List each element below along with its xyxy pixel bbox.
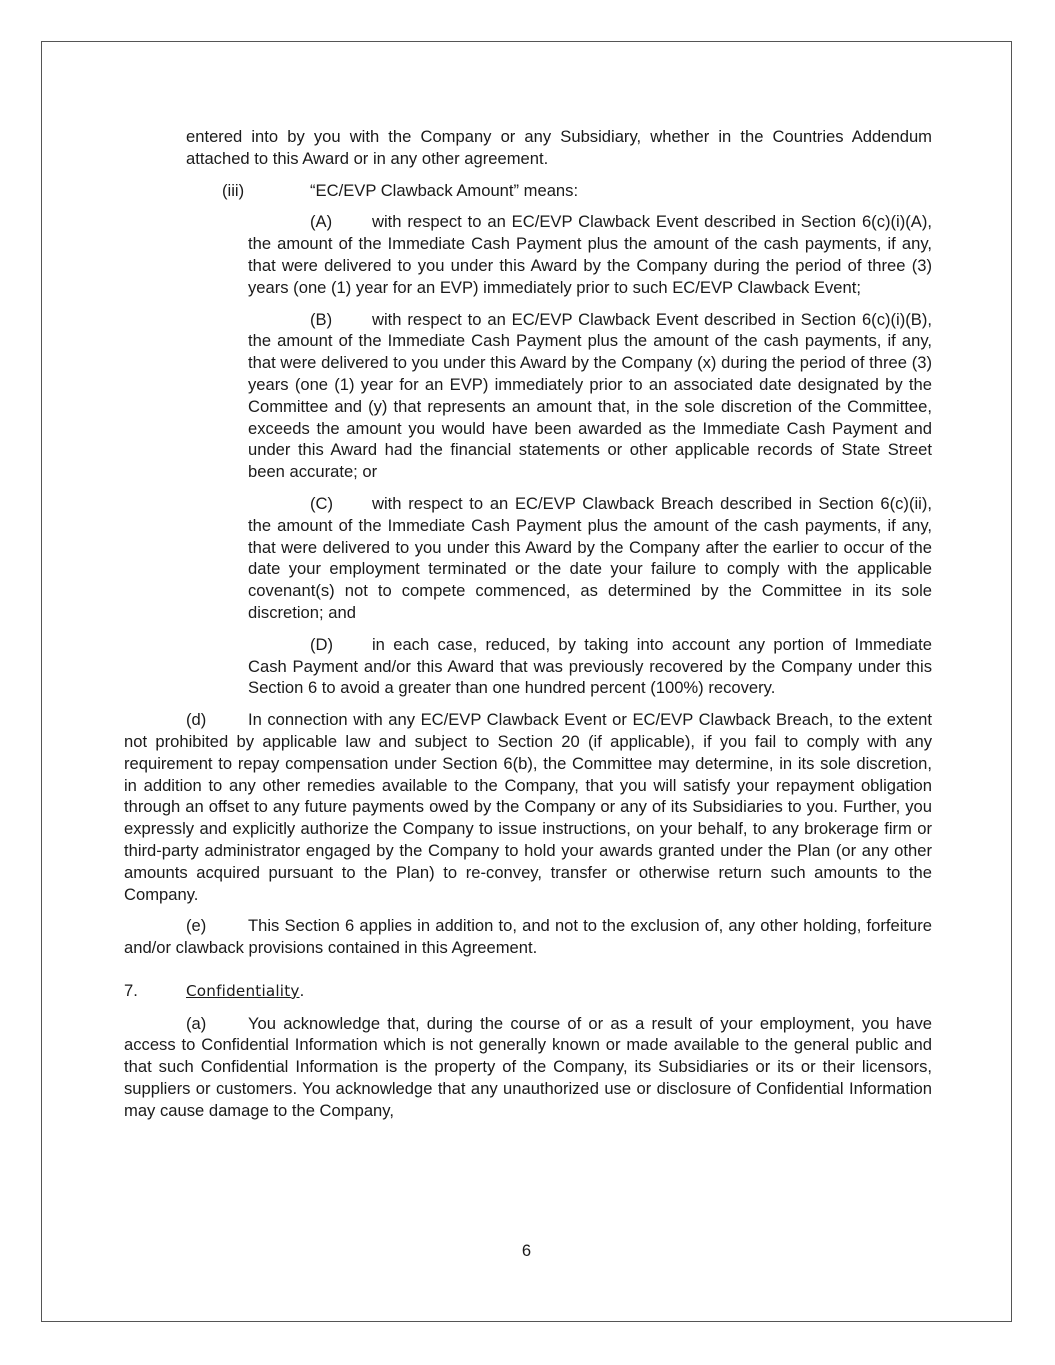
paragraph-e bbox=[124, 915, 932, 959]
item-text: with respect to an EC/EVP Clawback Event described in Section 6(c)(i)(B), the amount of the Immediate Cash Payment plus the amount of the cash payments, if any, that were delivered to you under this Award by the Company (x) during the period of three (3) years (one (1) year for an EVP) immediately prior to an associated date designated by the Committee and (y) that represents an amount that, in the sole discretion of the Committee, exceeds the amount you would have been awarded as the Immediate Cash Payment and under this Award had the financial statements or other applicable records of State Street been accurate; or bbox=[248, 309, 932, 482]
page-content bbox=[124, 126, 932, 1122]
section-7-heading bbox=[124, 980, 932, 1003]
item-label: (C) bbox=[310, 493, 334, 513]
section-number: 7. bbox=[124, 980, 138, 1000]
section-title-period: . bbox=[299, 980, 305, 1000]
paragraph-label: (a) bbox=[186, 1013, 207, 1033]
item-label: (B) bbox=[310, 309, 333, 329]
continuation-paragraph: entered into by you with the Company or any Subsidiary, whether in the Countries Addendum attached to this Award or in any other agreement. bbox=[186, 127, 932, 168]
item-label: (A) bbox=[310, 212, 333, 232]
paragraph-text: In connection with any EC/EVP Clawback Event or EC/EVP Clawback Breach, to the extent not prohibited by applicable law and subject to Section 20 (if applicable), if you fail to comply with any requirement to repay compensation under Section 6(b), the Committee may determine, in its sole discretion, in addition to any other remedies available to the Company, that you will satisfy your repayment obligation through an offset to any future payments owed by the Company or any of its Subsidiaries to you. Further, you expressly and explicitly authorize the Company to issue instructions, on your behalf, to any brokerage firm or third-party administrator engaged by the Company to hold your awards granted under the Plan (or any other amounts acquired pursuant to the Plan) to re-convey, transfer or otherwise return such amounts to the Company. bbox=[124, 710, 932, 904]
section-title: Confidentiality bbox=[186, 981, 300, 1000]
definition-heading-text: “EC/EVP Clawback Amount” means: bbox=[310, 180, 579, 200]
item-label: (D) bbox=[310, 634, 334, 654]
paragraph-d bbox=[124, 709, 932, 905]
paragraph-text: This Section 6 applies in addition to, and not to the exclusion of, any other holding, forfeiture and/or clawback provisions contained in this Agreement. bbox=[124, 916, 932, 958]
definition-item-b bbox=[248, 309, 932, 483]
section-7-paragraph-a bbox=[124, 1013, 932, 1122]
page-number: 6 bbox=[521, 1241, 532, 1260]
definition-item-c bbox=[248, 493, 932, 624]
paragraph-label: (e) bbox=[186, 916, 207, 936]
definition-item-a bbox=[248, 211, 932, 298]
paragraph-label: (d) bbox=[186, 710, 207, 730]
definition-heading bbox=[222, 180, 932, 202]
document-page bbox=[41, 41, 1012, 1322]
definition-number: (iii) bbox=[222, 180, 245, 200]
item-text: in each case, reduced, by taking into account any portion of Immediate Cash Payment and/or this Award that was previously recovered by the Company under this Section 6 to avoid a greater than one hundred percent (100%) recovery. bbox=[248, 634, 932, 698]
item-text: with respect to an EC/EVP Clawback Event described in Section 6(c)(i)(A), the amount of the Immediate Cash Payment plus the amount of the cash payments, if any, that were delivered to you under this Award by the Company during the period of three (3) years (one (1) year for an EVP) immediately prior to such EC/EVP Clawback Event; bbox=[248, 212, 932, 297]
item-text: with respect to an EC/EVP Clawback Breach described in Section 6(c)(ii), the amount of the Immediate Cash Payment plus the amount of the cash payments, if any, that were delivered to you under this Award by the Company after the earlier to occur of the date your employment terminated or the date your failure to comply with the applicable covenant(s) not to compete commenced, as determined by the Committee in its sole discretion; and bbox=[248, 493, 932, 622]
paragraph-text: You acknowledge that, during the course of or as a result of your employment, you have access to Confidential Information which is not generally known or made available to the general public and that such Confidential Information is the property of the Company, its Subsidiaries or its or their licensors, suppliers or customers. You acknowledge that any unauthorized use or disclosure of Confidential Information may cause damage to the Company, bbox=[124, 1013, 932, 1120]
definition-item-d bbox=[248, 634, 932, 699]
